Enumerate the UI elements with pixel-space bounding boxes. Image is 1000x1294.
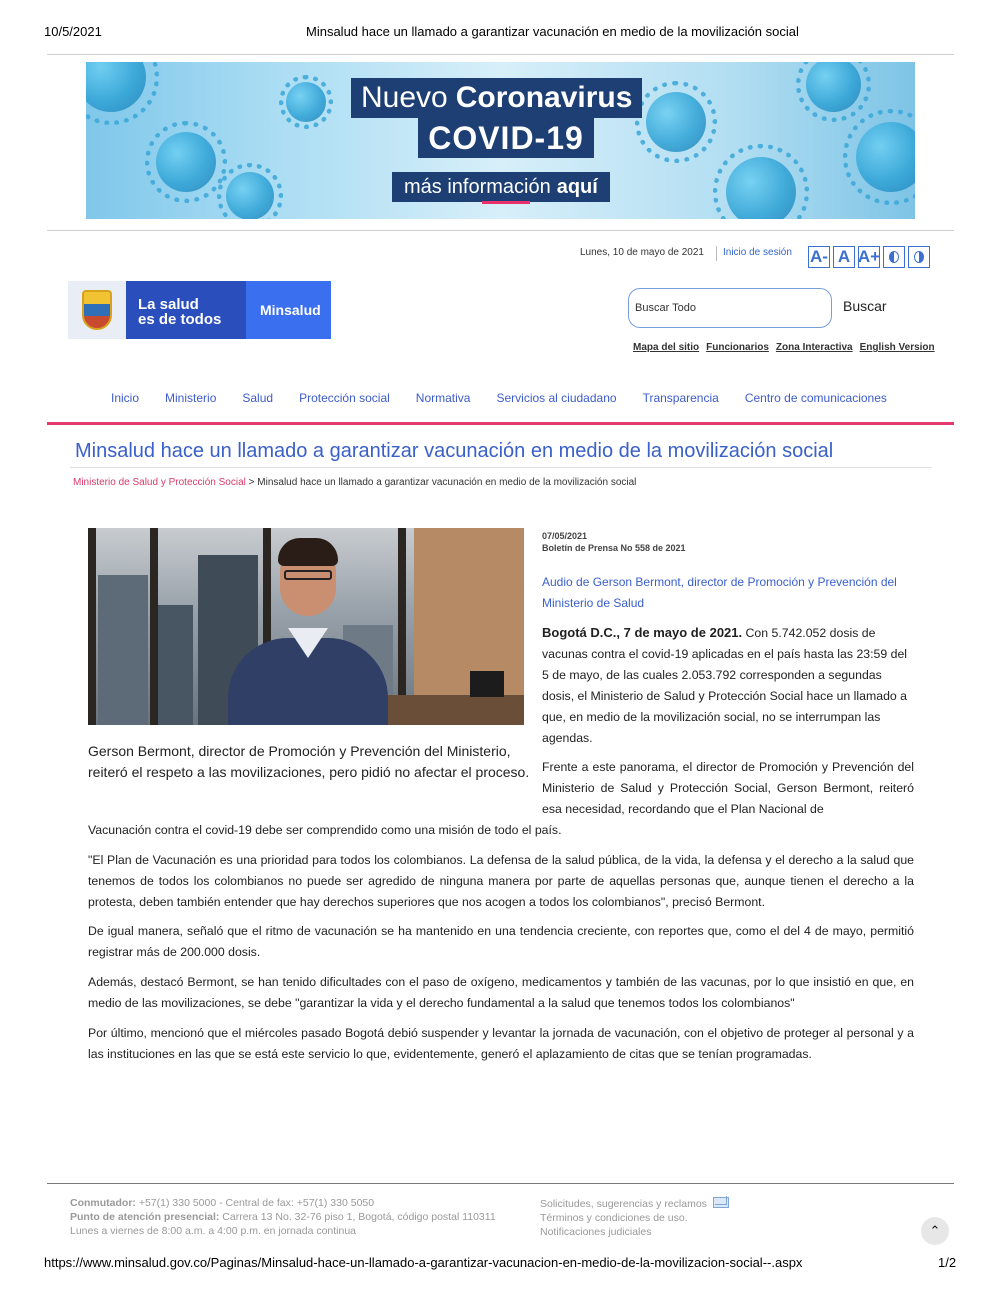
virus-graphic xyxy=(226,172,274,219)
article-meta xyxy=(542,530,686,554)
accessibility-controls xyxy=(808,246,930,268)
nav-item-inicio[interactable]: Inicio xyxy=(111,391,140,405)
covid-banner[interactable] xyxy=(86,62,915,219)
paragraph-6: Por último, mencionó que el miércoles pasado Bogotá debió suspender y levantar la jornada de vacunación, con el objetivo de proteger al personal y a las instituciones en las que se está este servicio lo que, evidentemente, generó el aplazamiento de citas que se tenían programadas. xyxy=(88,1026,914,1061)
banner-line1: Nuevo Coronavirus xyxy=(351,78,642,118)
virus-graphic xyxy=(646,92,706,152)
terms-link[interactable]: Términos y condiciones de uso. xyxy=(540,1212,688,1224)
nav-item-servicios[interactable]: Servicios al ciudadano xyxy=(496,391,617,405)
footer-links xyxy=(540,1197,729,1239)
main-nav xyxy=(111,391,913,405)
font-increase-button[interactable]: A+ xyxy=(857,247,881,266)
contrast-button[interactable] xyxy=(883,246,905,268)
article-date: 07/05/2021 xyxy=(542,531,588,541)
nav-item-proteccion-social[interactable]: Protección social xyxy=(299,391,390,405)
banner-line2: COVID-19 xyxy=(418,118,594,158)
print-page-number: 1/2 xyxy=(938,1255,957,1270)
nav-item-normativa[interactable]: Normativa xyxy=(415,391,471,405)
mail-icon xyxy=(713,1197,729,1208)
footer-divider xyxy=(47,1183,954,1184)
article-photo xyxy=(88,528,524,725)
audio-link[interactable]: Audio de Gerson Bermont, director de Promoción y Prevención del Ministerio de Salud xyxy=(542,575,897,610)
print-url: https://www.minsalud.gov.co/Paginas/Minsalud-hace-un-llamado-a-garantizar-vacunacion-en-medio-de-la-movilizacion-social--.aspx xyxy=(44,1255,803,1270)
sitemap-link[interactable]: Mapa del sitio xyxy=(633,342,700,353)
paragraph-2: Frente a este panorama, el director de Promoción y Prevención del Ministerio de Salud y Protección Social, Gerson Bermont, reiteró esa necesidad, recordando que el Plan Nacional de xyxy=(542,760,914,816)
contrast-alt-button[interactable] xyxy=(908,246,930,268)
scroll-top-button[interactable]: ⌃ xyxy=(921,1217,949,1245)
bulletin-number: Boletín de Prensa No 558 de 2021 xyxy=(542,543,686,553)
nav-item-ministerio[interactable]: Ministerio xyxy=(165,391,217,405)
print-title: Minsalud hace un llamado a garantizar vacunación en medio de la movilización social xyxy=(306,24,799,39)
banner-divider xyxy=(47,230,954,231)
footer-contact: Conmutador: +57(1) 330 5000 - Central de fax: +57(1) 330 5050 Punto de atención presencial: Carrera 13 No. 32-76 piso 1, Bogotá, código postal 110311 Lunes a viernes de 8:00 a.m. a 4:00 p.m. en jornada continua xyxy=(70,1197,496,1237)
title-divider xyxy=(70,467,932,468)
page-title: Minsalud hace un llamado a garantizar vacunación en medio de la movilización social xyxy=(75,440,834,462)
breadcrumb-home-link[interactable]: Ministerio de Salud y Protección Social xyxy=(73,477,246,488)
font-reset-button[interactable]: A xyxy=(833,246,855,268)
utility-separator xyxy=(716,246,717,261)
pqrs-link[interactable]: Solicitudes, sugerencias y reclamos xyxy=(540,1198,707,1210)
search-button[interactable]: Buscar xyxy=(843,298,887,314)
virus-graphic xyxy=(856,122,915,192)
font-decrease-button[interactable]: A- xyxy=(808,246,830,268)
logo-brand: Minsalud xyxy=(246,281,331,339)
top-divider xyxy=(47,54,954,55)
current-date: Lunes, 10 de mayo de 2021 xyxy=(580,247,704,258)
banner-more-info-link[interactable]: más información aquí xyxy=(392,172,610,202)
nav-underline xyxy=(47,422,954,425)
breadcrumb: Ministerio de Salud y Protección Social > Minsalud hace un llamado a garantizar vacunación en medio de la movilización social xyxy=(73,477,637,488)
print-header xyxy=(44,24,956,40)
contrast-alt-icon xyxy=(914,251,924,263)
search-input[interactable] xyxy=(628,288,832,328)
staff-link[interactable]: Funcionarios xyxy=(706,342,769,353)
virus-graphic xyxy=(726,157,796,219)
paragraph-5: Además, destacó Bermont, se han tenido dificultades con el paso de oxígeno, medicamentos y también de las vacunas, por lo que insistió en que, en medio de las movilizaciones, se debe "garantizar la vida y el derecho fundamental a la salud que tenemos todos los colombianos" xyxy=(88,975,914,1010)
paragraph-2-continued: Vacunación contra el covid-19 debe ser comprendido como una misión de todo el país. xyxy=(88,823,562,837)
breadcrumb-current: Minsalud hace un llamado a garantizar vacunación en medio de la movilización social xyxy=(257,477,637,488)
paragraph-4: De igual manera, señaló que el ritmo de vacunación se ha mantenido en una tendencia creciente, con reportes que, como el del 4 de mayo, permitió registrar más de 200.000 dosis. xyxy=(88,924,914,959)
paragraph-1: Bogotá D.C., 7 de mayo de 2021. Con 5.742.052 dosis de vacunas contra el covid-19 aplicadas en el país hasta las 23:59 del 5 de mayo, de las cuales 2.053.792 corresponden a segundas dosis, el Ministerio de Salud y Protección Social hace un llamado a que, en medio de la movilización social, no se interrumpan las agendas. xyxy=(542,625,908,745)
nav-item-comunicaciones[interactable]: Centro de comunicaciones xyxy=(744,391,887,405)
print-date: 10/5/2021 xyxy=(44,24,102,39)
logo-slogan: La salud es de todos xyxy=(126,281,246,339)
contrast-icon xyxy=(889,251,899,263)
virus-graphic xyxy=(156,132,216,192)
english-version-link[interactable]: English Version xyxy=(859,342,935,353)
photo-caption: Gerson Bermont, director de Promoción y Prevención del Ministerio, reiteró el respeto a las movilizaciones, pero pidió no afectar el proceso. xyxy=(88,743,530,780)
nav-item-salud[interactable]: Salud xyxy=(242,391,274,405)
nav-item-transparencia[interactable]: Transparencia xyxy=(642,391,719,405)
virus-graphic xyxy=(86,62,146,112)
judicial-notices-link[interactable]: Notificaciones judiciales xyxy=(540,1226,652,1238)
login-link[interactable]: Inicio de sesión xyxy=(723,247,792,258)
virus-graphic xyxy=(806,62,861,112)
coat-of-arms-icon xyxy=(68,281,126,339)
virus-graphic xyxy=(286,82,326,122)
banner-underline xyxy=(482,201,530,204)
paragraph-3: "El Plan de Vacunación es una prioridad para todos los colombianos. La defensa de la salud pública, de la vida, la defensa y el derecho a la salud que tenemos de todos los colombianos no puede ser agredido de ninguna manera por parte de aquellas personas que, aunque tienen el derecho a la protesta, deben también entender que hay derechos superiores que nos acogen a todos los colombianos", precisó Bermont. xyxy=(88,853,914,909)
site-links xyxy=(633,342,935,353)
interactive-zone-link[interactable]: Zona Interactiva xyxy=(775,342,853,353)
minsalud-logo[interactable] xyxy=(68,281,331,339)
